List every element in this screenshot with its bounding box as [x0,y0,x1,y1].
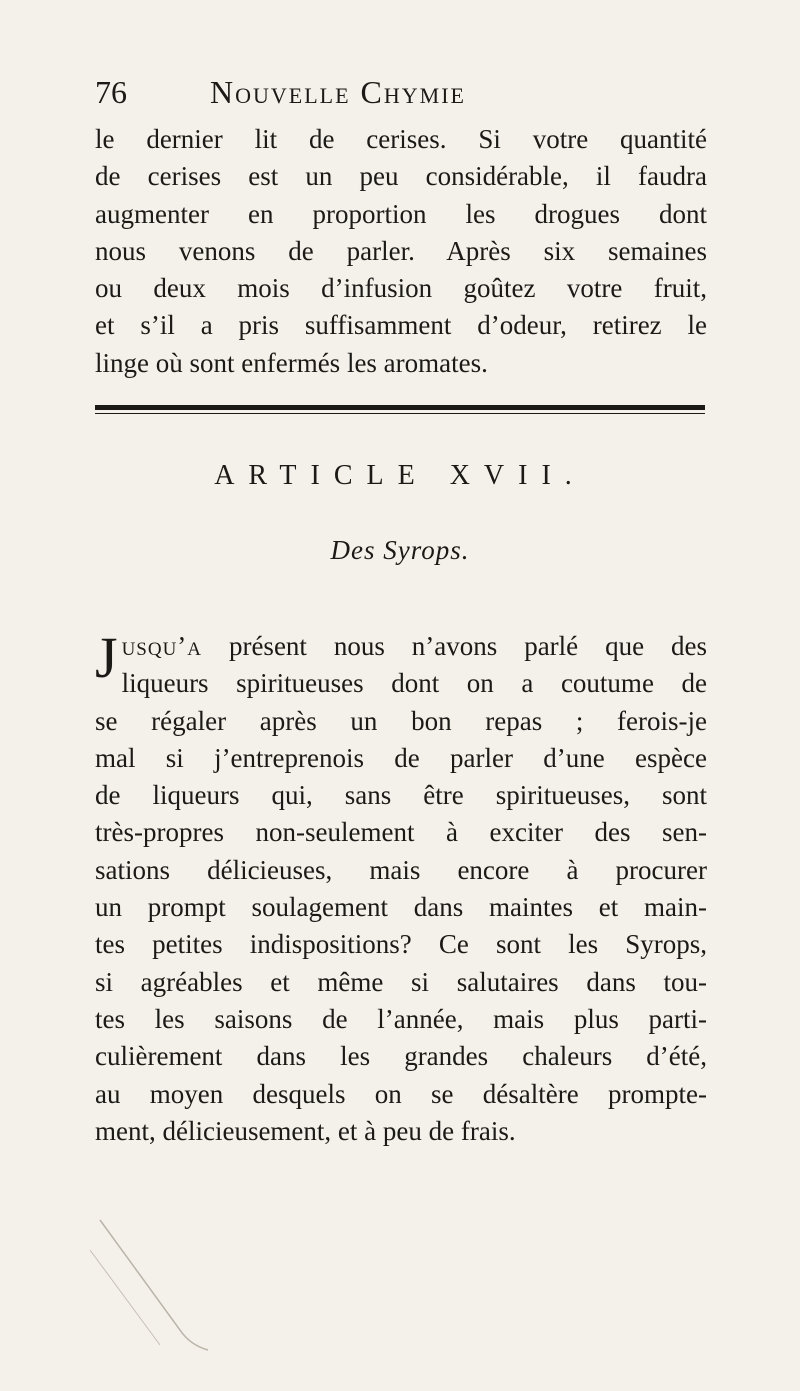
text-line: si agréables et même si salutaires dans tou- [95,966,707,997]
text-line: de liqueurs qui, sans être spiritueuses, sont [95,780,707,811]
section-divider-thin [95,413,705,414]
text-line: liqueurs spiritueuses dont on a coutume de [121,668,707,699]
text-line: et s’il a pris suffisamment d’odeur, retirez le [95,310,707,341]
text-line: un prompt soulagement dans maintes et main- [95,892,707,923]
paper-crease-mark [90,1210,210,1360]
running-header [95,72,705,112]
top-paragraph [95,121,707,382]
text-line: au moyen desquels on se désaltère prompte- [95,1078,707,1109]
text-line: augmenter en proportion les drogues dont [95,198,707,229]
article-heading: ARTICLE XVII. [214,460,586,491]
text-line: ment, délicieusement, et à peu de frais. [95,1115,516,1146]
drop-cap: J [95,625,118,690]
page-number: 76 [95,74,127,110]
text-line: très-propres non-seulement à exciter des sen- [95,817,707,848]
text-line: ou deux mois d’infusion goûtez votre fruit, [95,273,707,304]
first-word-small-caps: usqu’a [121,631,203,661]
first-line-rest: présent nous n’avons parlé que des [202,631,707,661]
section-divider-thick [95,405,705,410]
text-line: tes les saisons de l’année, mais plus parti- [95,1003,707,1034]
text-line: mal si j’entreprenois de parler d’une espèce [95,742,707,773]
text-line: tes petites indispositions? Ce sont les Syrops, [95,929,707,960]
text-line: le dernier lit de cerises. Si votre quantité [95,124,707,154]
text-line-first [95,628,707,665]
text-line: culièrement dans les grandes chaleurs d’été, [95,1041,707,1072]
section-title: Des Syrops. [330,535,470,565]
text-line: nous venons de parler. Après six semaines [95,235,707,266]
text-line: de cerises est un peu considérable, il faudra [95,161,707,192]
text-line: se régaler après un bon repas ; ferois-je [95,705,707,736]
text-line: sations délicieuses, mais encore à procurer [95,854,707,885]
text-line: linge où sont enfermés les aromates. [95,347,488,378]
running-title: Nouvelle Chymie [210,74,466,110]
body-paragraph [95,625,707,1150]
